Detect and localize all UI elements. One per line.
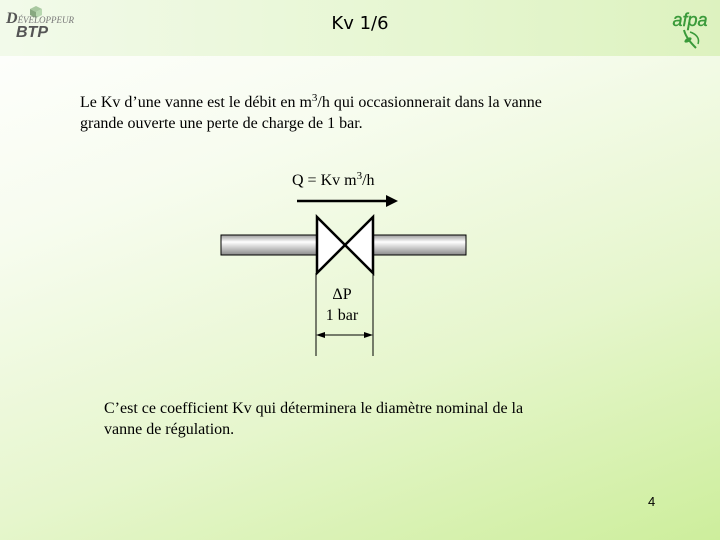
logo-btp-text: BTP (16, 24, 48, 41)
right-pipe (373, 235, 466, 255)
page-title: Kv 1/6 (331, 13, 389, 34)
conclusion-line-2: vanne de régulation. (104, 421, 235, 438)
conclusion-paragraph (104, 398, 624, 440)
delta-p-value: 1 bar (325, 307, 359, 324)
valve-body-right (345, 217, 373, 273)
conclusion-line-1: C’est ce coefficient Kv qui déterminera le diamètre nominal de la (104, 400, 524, 417)
pressure-drop-label (312, 284, 372, 326)
flow-formula: Q = Kv $m^3/h$ (292, 170, 375, 189)
definition-line-1: Le Kv d’une vanne est le débit en $m^3/h$ qui occasionnerait dans la vanne (80, 92, 542, 111)
valve-body (317, 217, 345, 273)
left-pipe (221, 235, 317, 255)
definition-line-2: grande ouverte une perte de charge de 1 bar. (80, 115, 363, 132)
logo-developpeur-text: DÉVELOPPEUR (6, 10, 75, 27)
page-number: 4 (648, 494, 656, 509)
delta-p-symbol: ΔP (332, 286, 352, 303)
svg-text:afpa: afpa (672, 10, 708, 30)
flow-arrow (297, 195, 398, 207)
